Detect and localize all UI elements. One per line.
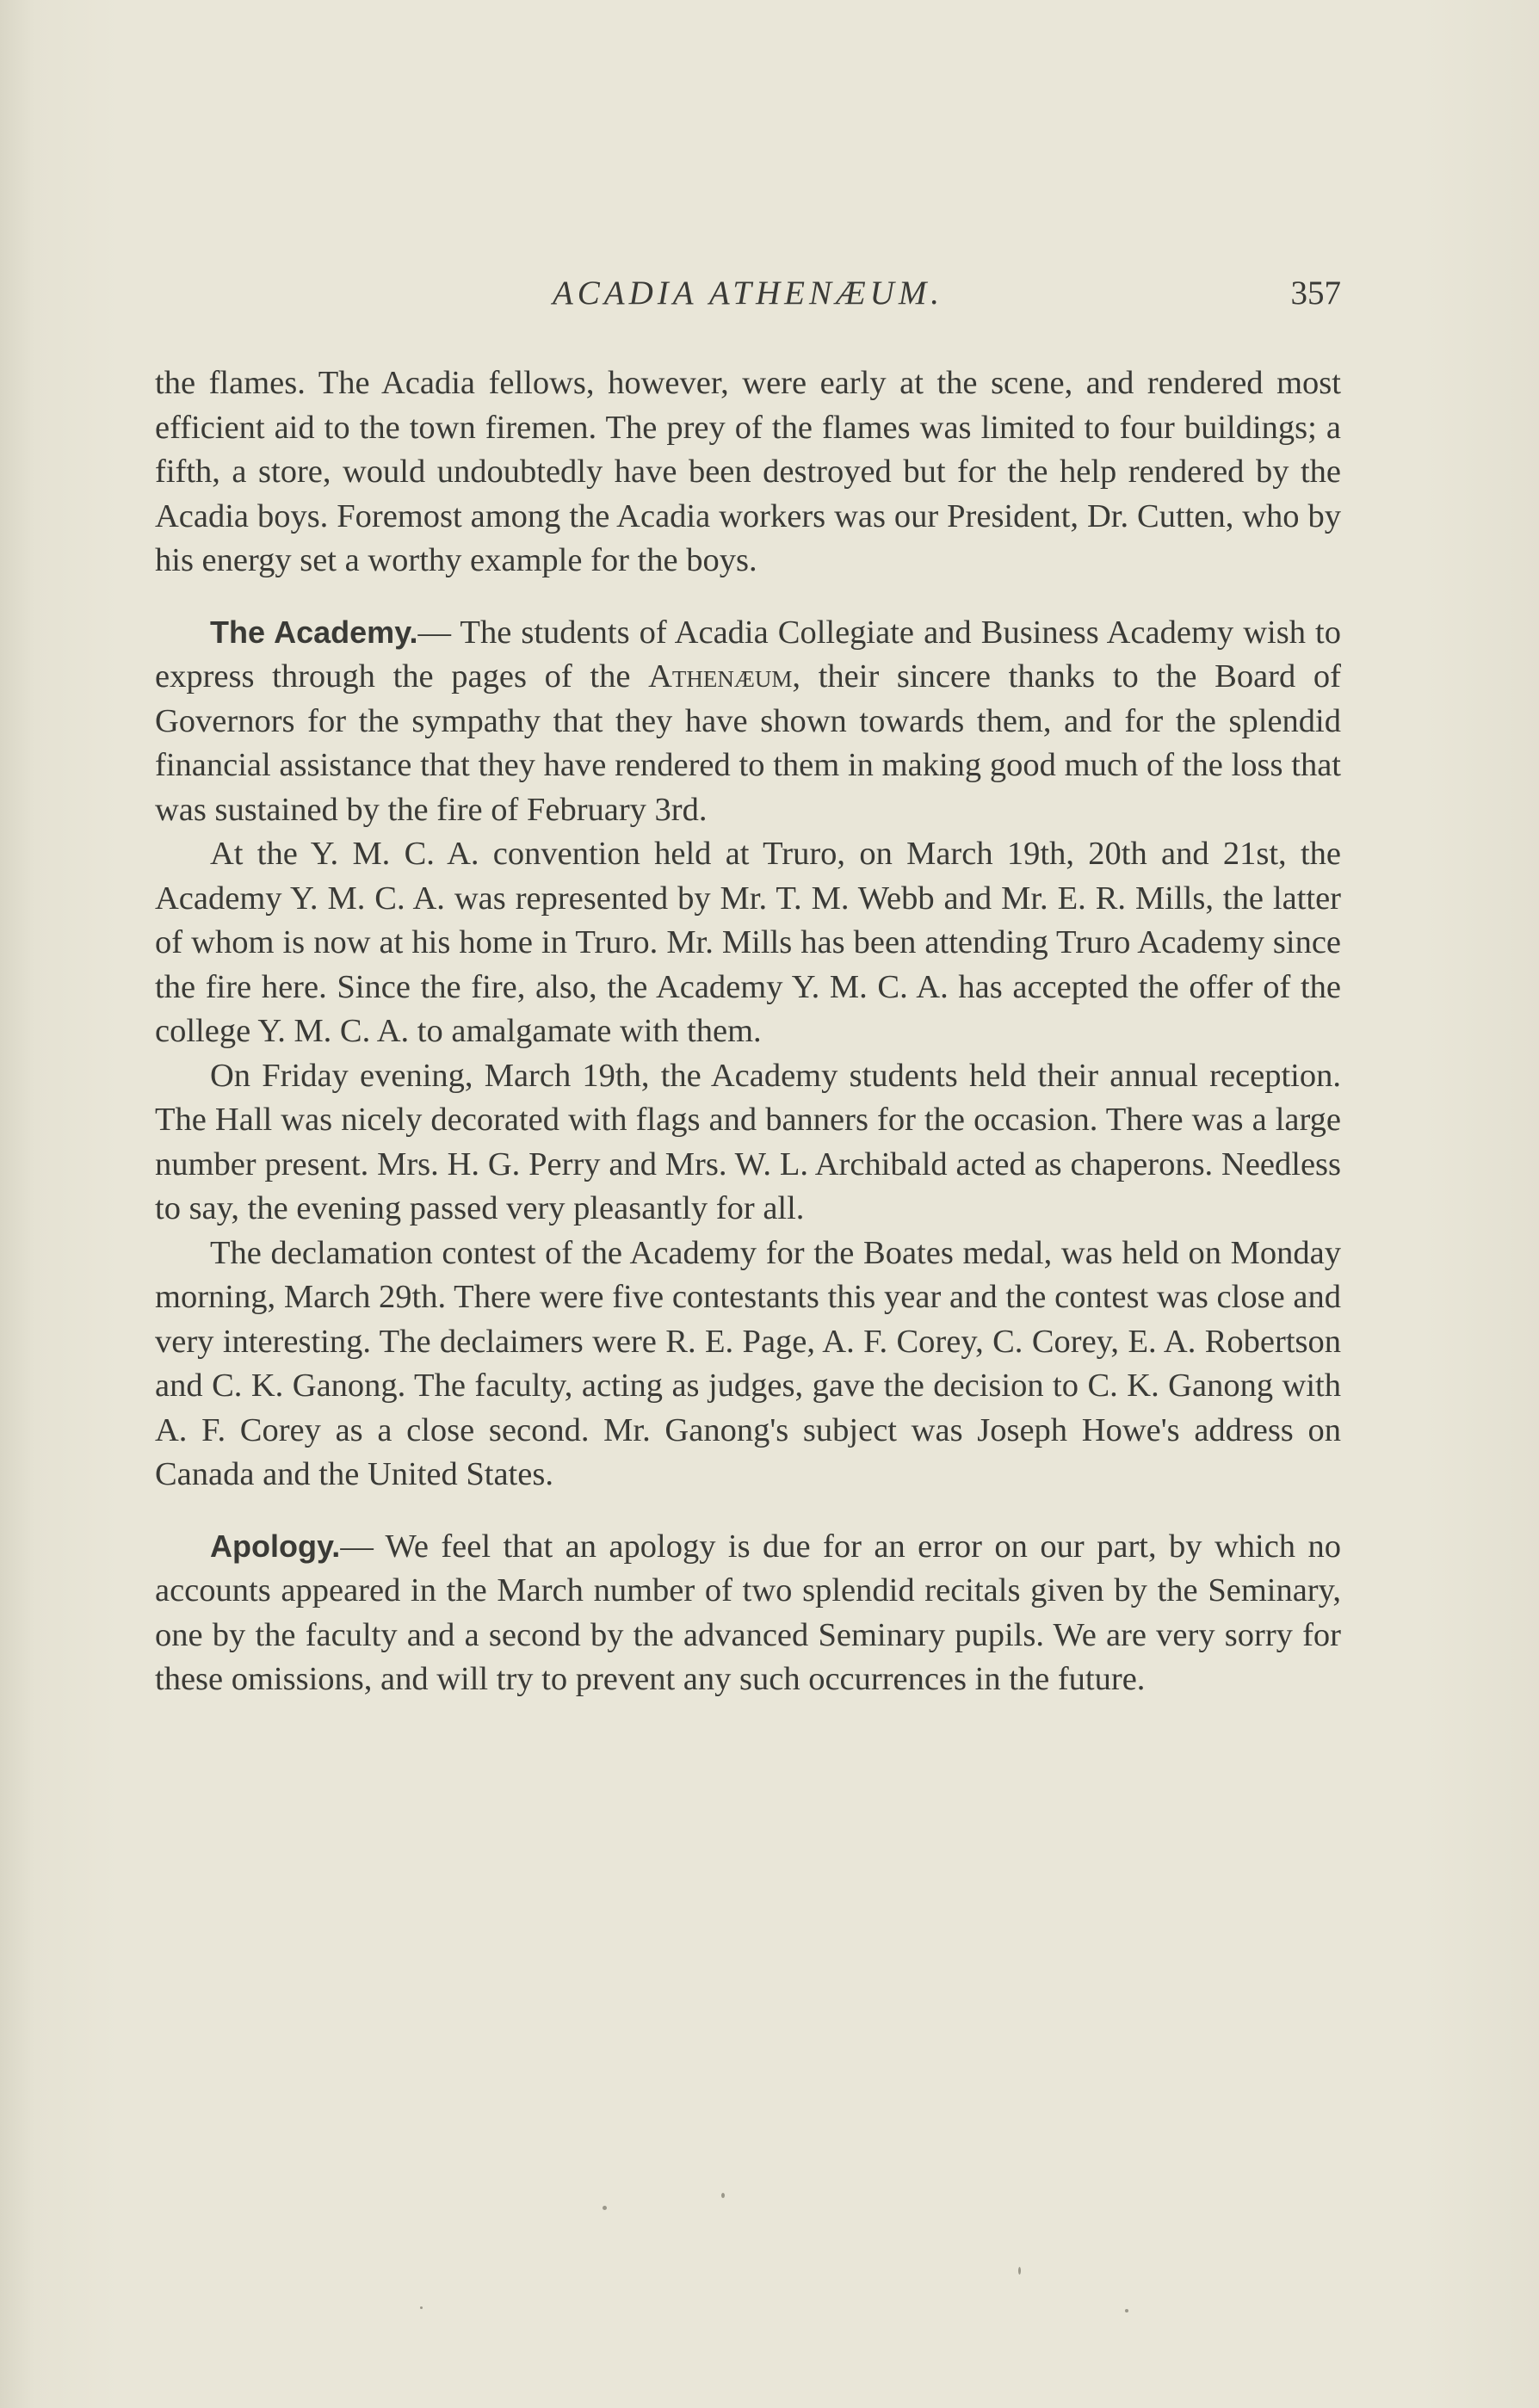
paper-speck (420, 2306, 423, 2309)
paragraph-text: At the Y. M. C. A. convention held at Truro, on March 19th, 20th and 21st, the Academy Y. M. C. A. was represented by Mr. T. M. Webb and Mr. E. R. Mills, the latter of whom is now at his home in Truro. Mr. Mills has been attending Truro Academy since the fire here. Since the fire, also, the Academy Y. M. C. A. has accepted the offer of the college Y. M. C. A. to amalgamate with them. (155, 836, 1341, 1049)
section-heading-apology: Apology. (210, 1528, 341, 1564)
paragraph-academy (155, 610, 1341, 833)
paragraph-ymca-convention (155, 832, 1341, 1054)
paragraph-text: The declamation contest of the Academy for the Boates medal, was held on Monday morning, March 29th. There were five contestants this year and the contest was close and very interesting. The declaimers were R. E. Page, A. F. Corey, C. Corey, E. A. Robertson and C. K. Ganong. The faculty, acting as judges, gave the decision to C. K. Ganong with A. F. Corey as a close second. Mr. Ganong's subject was Joseph Howe's address on Canada and the United States. (155, 1234, 1341, 1492)
publication-name: Athenæum (648, 658, 793, 695)
paper-speck (1125, 2309, 1128, 2312)
paragraph-text: On Friday evening, March 19th, the Academy students held their annual reception. The Hall was nicely decorated with flags and banners for the occasion. There was a large number present. Mrs. H. G. Perry and Mrs. W. L. Archibald acted as chaperons. Needless to say, the evening passed very pleasantly for all. (155, 1057, 1341, 1226)
section-heading-academy: The Academy. (210, 614, 418, 650)
paragraph-text: , their sincere thanks to the Board of Governors for the sympathy that they have shown towards them, and for the splendid financial assistance that they have rendered to them in making good much of the loss that was sustained by the fire of February 3rd. (155, 658, 1341, 828)
paragraph-text: the flames. The Acadia fellows, however, were early at the scene, and rendered most efficient aid to the town firemen. The prey of the flames was limited to four buildings; a fifth, a store, would undoubtedly have been destroyed but for the help rendered by the Acadia boys. Foremost among the Acadia workers was our President, Dr. Cutten, who by his energy set a worthy example for the boys. (155, 365, 1341, 578)
paragraph-fire-continuation (155, 361, 1341, 583)
paper-speck (721, 2193, 725, 2198)
paragraph-apology (155, 1524, 1341, 1702)
article-body (155, 361, 1341, 1702)
page-number: 357 (1290, 275, 1341, 312)
paper-speck (1018, 2267, 1021, 2275)
paper-speck (603, 2206, 607, 2210)
paragraph-annual-reception (155, 1054, 1341, 1232)
paragraph-declamation-contest (155, 1232, 1341, 1497)
running-title: ACADIA ATHENÆUM. (552, 275, 944, 312)
paragraph-text: — The students of Acadia Collegiate and Business Academy wish to express through the pages of the (155, 614, 1341, 695)
paragraph-text: — We feel that an apology is due for an error on our part, by which no accounts appeared in the March number of two splendid recitals given by the Seminary, one by the faculty and a second by the advanced Seminary pupils. We are very sorry for these omissions, and will try to prevent any such occurrences in the future. (155, 1528, 1341, 1697)
running-header (155, 274, 1341, 317)
